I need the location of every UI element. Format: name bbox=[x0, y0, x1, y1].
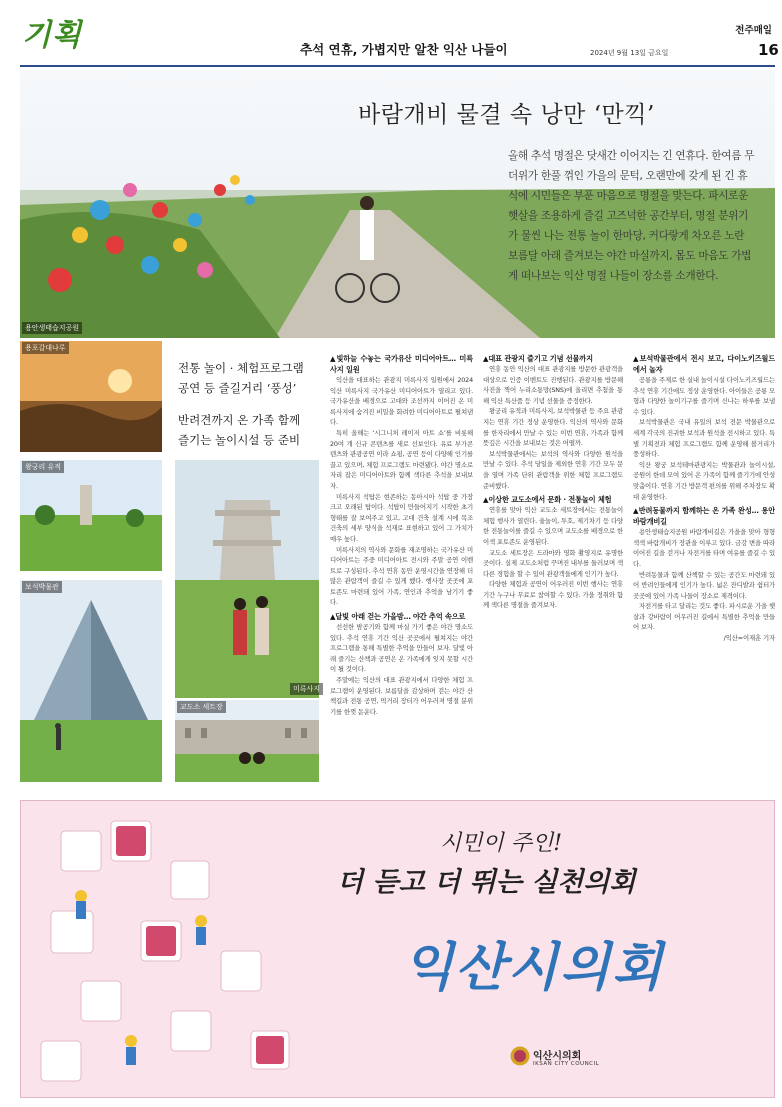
article-paragraph: 다양한 체험과 공연이 어우러진 이번 행사는 연휴 기간 누구나 무료로 참여할 수 있다. 가을 정취와 함께 색다른 명절을 즐겨보자. bbox=[483, 580, 623, 610]
ad-logo-subtitle: IKSAN CITY COUNCIL bbox=[533, 1061, 600, 1067]
article-paragraph: 보석박물관에서는 보석의 역사와 다양한 원석을 만날 수 있다. 추석 당일을 제외한 연휴 기간 모두 문을 열며 가족 단위 관람객을 위한 체험 프로그램도 준비했다. bbox=[483, 449, 623, 490]
puzzle-people-illustration bbox=[21, 801, 321, 1098]
page-number: 16 bbox=[758, 41, 779, 59]
hero-caption: 용안생태습지공원 bbox=[22, 322, 82, 334]
page-headline: 추석 연휴, 가볍지만 알찬 익산 나들이 bbox=[300, 42, 508, 57]
sub-headline-line: 공연 등 즐길거리 ‘풍성’ bbox=[178, 381, 297, 395]
sub-headline-line: 전통 놀이 · 체험프로그램 bbox=[178, 361, 304, 375]
article-paragraph: 보석박물관은 국내 유일의 보석 전문 박물관으로 세계 각국의 진귀한 보석과 원석을 전시하고 있다. 특별 기획전과 체험 프로그램도 함께 운영해 볼거리가 풍성하다. bbox=[633, 418, 775, 459]
pagoda-field-image bbox=[20, 460, 162, 571]
article-paragraph: 익산을 대표하는 관광지 미륵사지 일원에서 2024 익산 미륵사지 국가유산 미디어아트가 열리고 있다. 국가유산을 배경으로 고대와 조선까지 이어진 온 미륵사지에 숨겨진 비밀을 화려한 미디어아트로 펼쳐낸다. bbox=[330, 376, 473, 427]
article-paragraph: 교도소 세트장은 드라마와 영화 촬영지로 유명한 곳이다. 실제 교도소처럼 꾸며진 내부를 둘러보며 색다른 경험을 할 수 있어 관광객들에게 인기가 높다. bbox=[483, 548, 623, 578]
article-column-1 bbox=[330, 350, 473, 790]
photo-caption: 왕궁리 유적 bbox=[22, 461, 64, 473]
ad-title: 익산시의회 bbox=[403, 937, 665, 998]
article-paragraph: 익산 왕궁 보석테마관광지는 박물관과 놀이시설, 공원이 한데 모여 있어 온 가족이 함께 즐기기에 안성맞춤이다. 연휴 기간 방문객 편의를 위해 주차장도 확대 운영한다. bbox=[633, 460, 775, 501]
sub-headline bbox=[178, 358, 328, 450]
council-emblem-icon bbox=[510, 1046, 530, 1066]
article-paragraph: 미륵사지의 역사와 문화를 재조명하는 국가유산 미디어아트는 주중 미디어아트 전시와 주말 공연 이벤트로 구성된다. 추석 연휴 동안 운영시간을 연장해 더 많은 관람객이 즐길 수 있게 했다. 행사장 곳곳에 포토존도 마련돼 있어 가족, 연인과 추억을 남기기 좋다. bbox=[330, 545, 473, 607]
article-column-2 bbox=[483, 350, 623, 790]
ad-slogan-1: 시민이 주인! bbox=[440, 831, 563, 856]
ad-slogan-2: 더 듣고 더 뛰는 실천의회 bbox=[337, 867, 636, 898]
header-rule bbox=[20, 65, 775, 67]
photo-mireuksaji bbox=[175, 460, 319, 698]
photo-yongpo bbox=[20, 341, 162, 452]
article-subhead: ▲반려동물까지 함께하는 온 가족 완성… 용안 바람개비길 bbox=[633, 506, 775, 527]
article-paragraph: 선선한 밤공기와 함께 마실 가기 좋은 야간 명소도 있다. 추석 연휴 기간 익산 곳곳에서 펼쳐지는 야간 프로그램을 통해 특별한 추억을 만들어 보자. 달빛 아래 즐기는 산책과 공연은 온 가족에게 잊지 못할 시간이 될 것이다. bbox=[330, 623, 473, 674]
photo-wanggung bbox=[20, 460, 162, 571]
article-column-3 bbox=[633, 350, 775, 790]
article-paragraph: 연휴 동안 익산의 대표 관광지를 방문한 관광객을 대상으로 인증 이벤트도 진행된다. 관광지를 방문해 사진을 찍어 누리소통망(SNS)에 올리면 추첨을 통해 익산 특산품 등 기념 선물을 증정한다. bbox=[483, 365, 623, 405]
sunset-reeds-image bbox=[20, 341, 162, 452]
section-tag: 기획 bbox=[22, 18, 82, 53]
newspaper-name: 전주매일 bbox=[735, 25, 772, 36]
article-paragraph: 특히 올해는 ‘시그니처 레이저 아트 쇼’를 비롯해 20여 개 신규 콘텐츠를 새로 선보인다. 유료 부가콘텐츠와 관광공연 이라 쇼핑, 공연 등이 다양해 인기를 끌고 있으며, 체험 프로그램도 마련됐다. 야간 명소로 자리 잡은 미디어아트와 함께 색다른 추석을 보내보자. bbox=[330, 428, 473, 490]
pyramid-museum-image bbox=[20, 580, 162, 782]
article-paragraph: 왕궁리 유적과 미륵사지, 보석박물관 등 주요 관광지는 연휴 기간 정상 운영한다. 익산의 역사와 문화를 한자리에서 만날 수 있는 이번 연휴, 가족과 함께 뜻깊은 시간을 보내보는 것은 어떨까. bbox=[483, 407, 623, 448]
photo-caption: 교도소 세트장 bbox=[177, 701, 226, 713]
sub-headline-line: 반려견까지 온 가족 함께 bbox=[178, 413, 301, 427]
article-paragraph: 용안생태습지공원 바람개비길은 가을을 맞아 형형색색 바람개비가 장관을 이루고 있다. 금강 변을 따라 이어진 길을 걷거나 자전거를 타며 여유를 즐길 수 있다. bbox=[633, 528, 775, 568]
article-subhead: ▲빛하늘 수놓는 국가유산 미디어아트… 미륵사지 일원 bbox=[330, 354, 473, 374]
article-subhead: ▲달빛 아래 걷는 가을밤… 야간 추억 속으로 bbox=[330, 612, 466, 622]
article-byline: /익산=이재훈 기자 bbox=[723, 634, 775, 643]
article-paragraph: 주말에는 익산의 대표 관광지에서 다양한 체험 프로그램이 운영된다. 보름달을 감상하며 걷는 야간 산책길과 전통 공연, 먹거리 장터가 어우러져 명절 분위기를 한껏 돋운다. bbox=[330, 676, 473, 716]
article-paragraph: 미륵사지 석탑은 현존하는 동아시아 석탑 중 가장 크고 오래된 탑이다. 석탑이 만들어지기 시작한 초기 형태를 잘 보여주고 있고, 고대 건축 설계 시에 목조건축의 세부 양식을 석재로 표현하고 있어 그 가치가 매우 높다. bbox=[330, 492, 473, 543]
article-paragraph: 공룡을 주제로 한 실내 놀이시설 다이노키즈월드는 추석 연휴 기간에도 정상 운영한다. 아이들은 공룡 모형과 다양한 놀이기구를 즐기며 신나는 하루를 보낼 수 있다. bbox=[633, 376, 775, 416]
article-paragraph: 연휴를 맞아 익산 교도소 세트장에서는 전통놀이 체험 행사가 열린다. 윷놀이, 투호, 제기차기 등 다양한 전통놀이를 즐길 수 있으며 교도소를 배경으로 한 이색 포토존도 운영된다. bbox=[483, 506, 623, 546]
article-subhead: ▲보석박물관에서 전시 보고, 다이노키즈월드에서 놀자 bbox=[633, 354, 775, 374]
article-paragraph: 반려동물과 함께 산책할 수 있는 공간도 마련돼 있어 반려인들에게 인기가 높다. 넓은 잔디밭과 쉼터가 곳곳에 있어 가족 나들이 장소로 제격이다. bbox=[633, 570, 775, 600]
hero-lead: 올해 추석 명절은 닷새간 이어지는 긴 연휴다. 한여름 무더위가 한풀 꺾인 가을의 문턱, 오랜만에 갖게 된 긴 휴식에 시민들은 부푼 마음으로 명절을 맞는다. 파시로운 햇살을 조용하게 즐길 고즈넉한 공간부터, 명절 분위기가 물씬 나는 전통 놀이 한마당, 커다랗게 차오른 노란 보름달 아래 즐겨보는 야간 마실까지, 몸도 마음도 가볍게 떠나보는 익산 명절 나들이 장소를 소개한다. bbox=[508, 150, 755, 282]
article-subhead: ▲이상한 교도소에서 문화 · 전통놀이 체험 bbox=[483, 495, 612, 505]
sub-headline-line: 즐기는 놀이시설 등 준비 bbox=[178, 433, 301, 447]
article-subhead: ▲대표 관광지 즐기고 기념 선물까지 bbox=[483, 354, 593, 363]
photo-caption: 용포갈대나루 bbox=[22, 342, 69, 354]
photo-jewelry-museum bbox=[20, 580, 162, 782]
hero-title: 바람개비 물결 속 낭만 ‘만끽’ bbox=[358, 102, 655, 128]
photo-caption: 보석박물관 bbox=[22, 581, 62, 593]
article-paragraph: 자전거를 타고 달리는 것도 좋다. 파시로운 가을 햇살과 강바람이 어우러진 길에서 특별한 추억을 만들어 보자. bbox=[633, 602, 775, 632]
ad-logo-name: 익산시의회 bbox=[533, 1051, 582, 1062]
issue-date: 2024년 9월 13일 금요일 bbox=[590, 49, 669, 57]
stone-pagoda-image bbox=[175, 460, 319, 698]
photo-caption: 미륵사지 bbox=[290, 683, 323, 695]
